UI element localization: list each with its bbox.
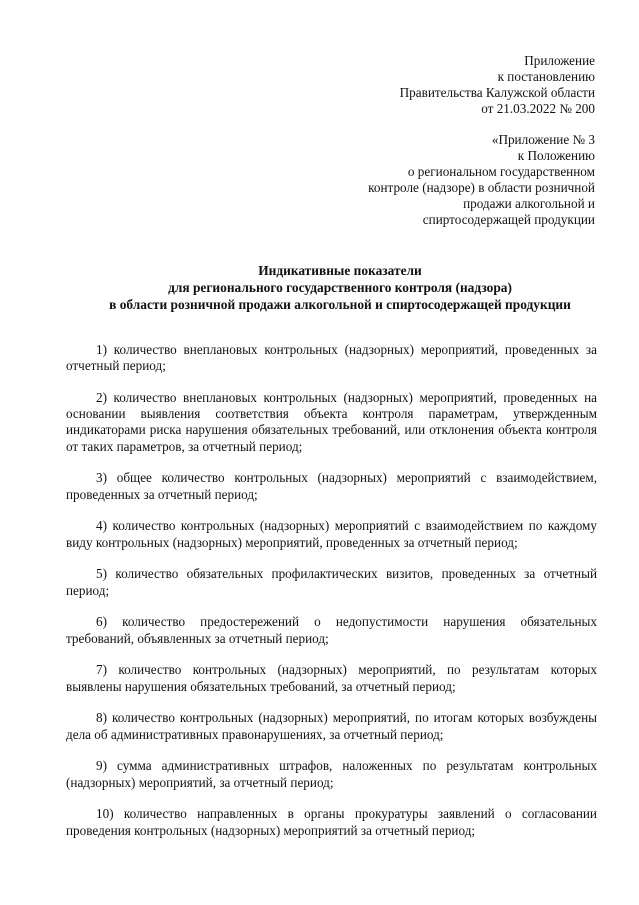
title-line: для регионального государственного контроля (надзора) xyxy=(168,280,512,295)
appendix-line: продажи алкогольной и xyxy=(463,196,595,211)
indicator-list xyxy=(66,342,597,854)
title-line: Индикативные показатели xyxy=(258,263,422,278)
appendix-line: спиртосодержащей продукции xyxy=(422,212,595,227)
list-item: 6) количество предостережений о недопустимости нарушения обязательных требований, объявленных за отчетный период; xyxy=(66,614,597,646)
appendix-header xyxy=(368,132,595,228)
approval-header xyxy=(400,53,595,117)
list-item: 1) количество внеплановых контрольных (надзорных) мероприятий, проведенных за отчетный период; xyxy=(66,342,597,374)
list-item: 9) сумма административных штрафов, наложенных по результатам контрольных (надзорных) мероприятий, за отчетный период; xyxy=(66,758,597,790)
approval-line: Приложение xyxy=(524,53,595,68)
list-item: 8) количество контрольных (надзорных) мероприятий, по итогам которых возбуждены дела об административных правонарушениях, за отчетный период; xyxy=(66,710,597,742)
appendix-line: о региональном государственном xyxy=(407,164,595,179)
list-item: 2) количество внеплановых контрольных (надзорных) мероприятий, проведенных на основании выявления соответствия объекта контроля параметрам, утвержденным индикаторами риска нарушения обязательных требований, или отклонения объекта контроля от таких параметров, за отчетный период; xyxy=(66,390,597,454)
list-item: 3) общее количество контрольных (надзорных) мероприятий с взаимодействием, проведенных за отчетный период; xyxy=(66,470,597,502)
list-item: 7) количество контрольных (надзорных) мероприятий, по результатам которых выявлены нарушения обязательных требований, за отчетный период; xyxy=(66,662,597,694)
approval-line: к постановлению xyxy=(497,69,595,84)
appendix-line: к Положению xyxy=(517,148,595,163)
appendix-line: контроле (надзоре) в области розничной xyxy=(368,180,595,195)
approval-line: Правительства Калужской области xyxy=(399,85,595,100)
list-item: 5) количество обязательных профилактических визитов, проведенных за отчетный период; xyxy=(66,566,597,598)
list-item: 10) количество направленных в органы прокуратуры заявлений о согласовании проведения контрольных (надзорных) мероприятий за отчетный период; xyxy=(66,806,597,838)
document-title xyxy=(60,262,620,313)
approval-line: от 21.03.2022 № 200 xyxy=(481,101,595,116)
appendix-line: «Приложение № 3 xyxy=(491,132,595,147)
list-item: 4) количество контрольных (надзорных) мероприятий с взаимодействием по каждому виду контрольных (надзорных) мероприятий, проведенных за отчетный период; xyxy=(66,518,597,550)
title-line: в области розничной продажи алкогольной и спиртосодержащей продукции xyxy=(109,297,571,312)
